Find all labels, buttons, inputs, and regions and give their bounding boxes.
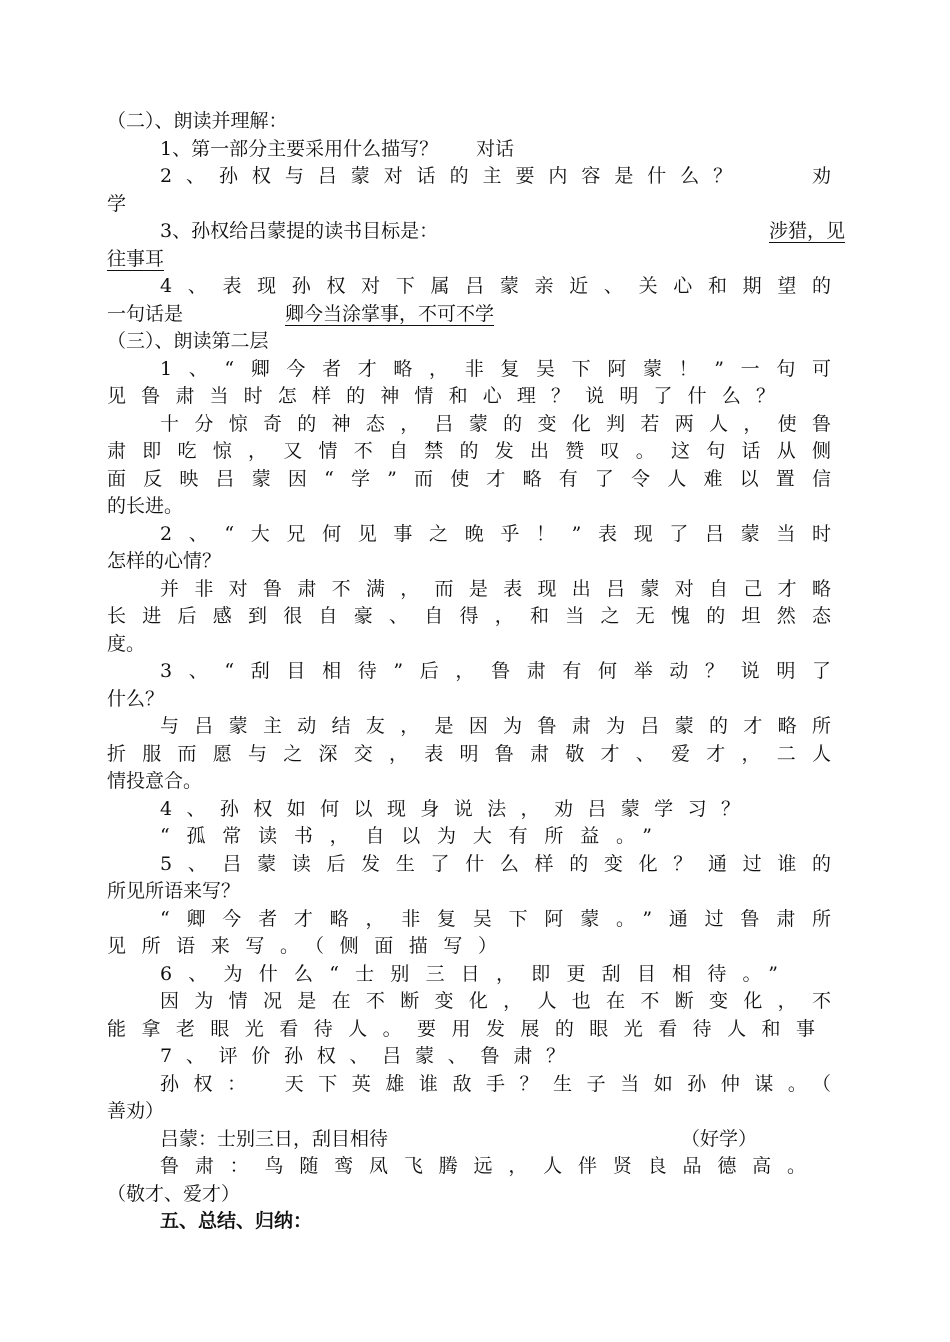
evaluation-lu-su: 鲁肃：鸟随鸾凤飞腾远，人伴贤良品德高。 — [160, 1155, 806, 1177]
answer-3-5-line1: “卿今者才略，非复吴下阿蒙。”通过鲁肃所 — [160, 908, 831, 930]
evaluation-lv-meng: 吕蒙：士别三日，刮目相待 — [160, 1128, 389, 1150]
answer-3-3-line1: 与吕蒙主动结友，是因为鲁肃为吕蒙的才略所 — [160, 715, 831, 737]
evaluation-lu-su-cont: （敬才、爱才） — [107, 1183, 241, 1205]
evaluation-lv-meng-tag: （好学） — [681, 1128, 758, 1150]
question-1: 1、第一部分主要采用什么描写？ 对话 — [160, 138, 515, 160]
question-2-cont: 学 — [107, 193, 127, 215]
question-3-3: 3、“刮目相待”后，鲁肃有何举动？说明了 — [160, 660, 831, 682]
answer-3-3-line2: 折服而愿与之深交，表明鲁肃敬才、爱才，二人 — [107, 743, 831, 765]
answer-3-1-line4: 的长进。 — [107, 495, 184, 517]
answer-3-1-line1: 十分惊奇的神态，吕蒙的变化判若两人，使鲁 — [160, 413, 831, 435]
question-3-2-cont: 怎样的心情？ — [107, 550, 222, 572]
question-3-5-cont: 所见所语来写？ — [107, 880, 241, 902]
question-3-1: 1、“卿今者才略，非复吴下阿蒙！”一句可 — [160, 358, 831, 380]
section-heading-3: （三）、朗读第二层 — [107, 330, 269, 352]
question-3-7: 7、评价孙权、吕蒙、鲁肃？ — [160, 1045, 565, 1067]
question-3-4: 4、孙权如何以现身说法，劝吕蒙学习？ — [160, 798, 740, 820]
section-heading-5: 五、总结、归纳： — [160, 1210, 313, 1232]
answer-3-1-line3: 面反映吕蒙因“学”而使才略有了令人难以置信 — [107, 468, 831, 490]
answer-3-2-line3: 度。 — [107, 633, 146, 655]
question-2: 2、孙权与吕蒙对话的主要内容是什么？ 劝 — [160, 165, 831, 187]
answer-3-3-line3: 情投意合。 — [107, 770, 203, 792]
question-3-5: 5、吕蒙读后发生了什么样的变化？通过谁的 — [160, 853, 831, 875]
answer-3-1-line2: 肃即吃惊，又情不自禁的发出赞叹。这句话从侧 — [107, 440, 831, 462]
question-3: 3、孙权给吕蒙提的读书目标是： — [160, 220, 439, 242]
answer-3-part2: 往事耳 — [107, 248, 165, 270]
evaluation-sun-quan: 孙权： 天下英雄谁敌手？生子当如孙仲谋。（ — [160, 1073, 831, 1095]
evaluation-sun-quan-cont: 善劝） — [107, 1100, 165, 1122]
question-3-3-cont: 什么？ — [107, 688, 165, 710]
answer-4: 卿今当涂掌事，不可不学 — [285, 303, 495, 325]
answer-3-5-line2: 见所语来写。（侧面描写） — [107, 935, 497, 957]
question-4-cont: 一句话是 — [107, 303, 184, 325]
answer-3-6-line2: 能拿老眼光看待人。要用发展的眼光看待人和事 — [107, 1018, 815, 1040]
question-3-1-cont: 见鲁肃当时怎样的神情和心理？说明了什么？ — [107, 385, 775, 407]
question-3-2: 2、“大兄何见事之晚乎！”表现了吕蒙当时 — [160, 523, 831, 545]
answer-3-2-line1: 并非对鲁肃不满，而是表现出吕蒙对自己才略 — [160, 578, 831, 600]
section-heading-2: （二）、朗读并理解： — [107, 110, 288, 132]
answer-3-2-line2: 长进后感到很自豪、自得，和当之无愧的坦然态 — [107, 605, 831, 627]
question-4: 4、表现孙权对下属吕蒙亲近、关心和期望的 — [160, 275, 831, 297]
answer-3-4: “孤常读书，自以为大有所益。” — [160, 825, 652, 847]
question-3-6: 6、为什么“士别三日，即更刮目相待。” — [160, 963, 778, 985]
answer-3-part1: 涉猎，见 — [768, 220, 845, 242]
answer-3-6-line1: 因为情况是在不断变化，人也在不断变化，不 — [160, 990, 831, 1012]
